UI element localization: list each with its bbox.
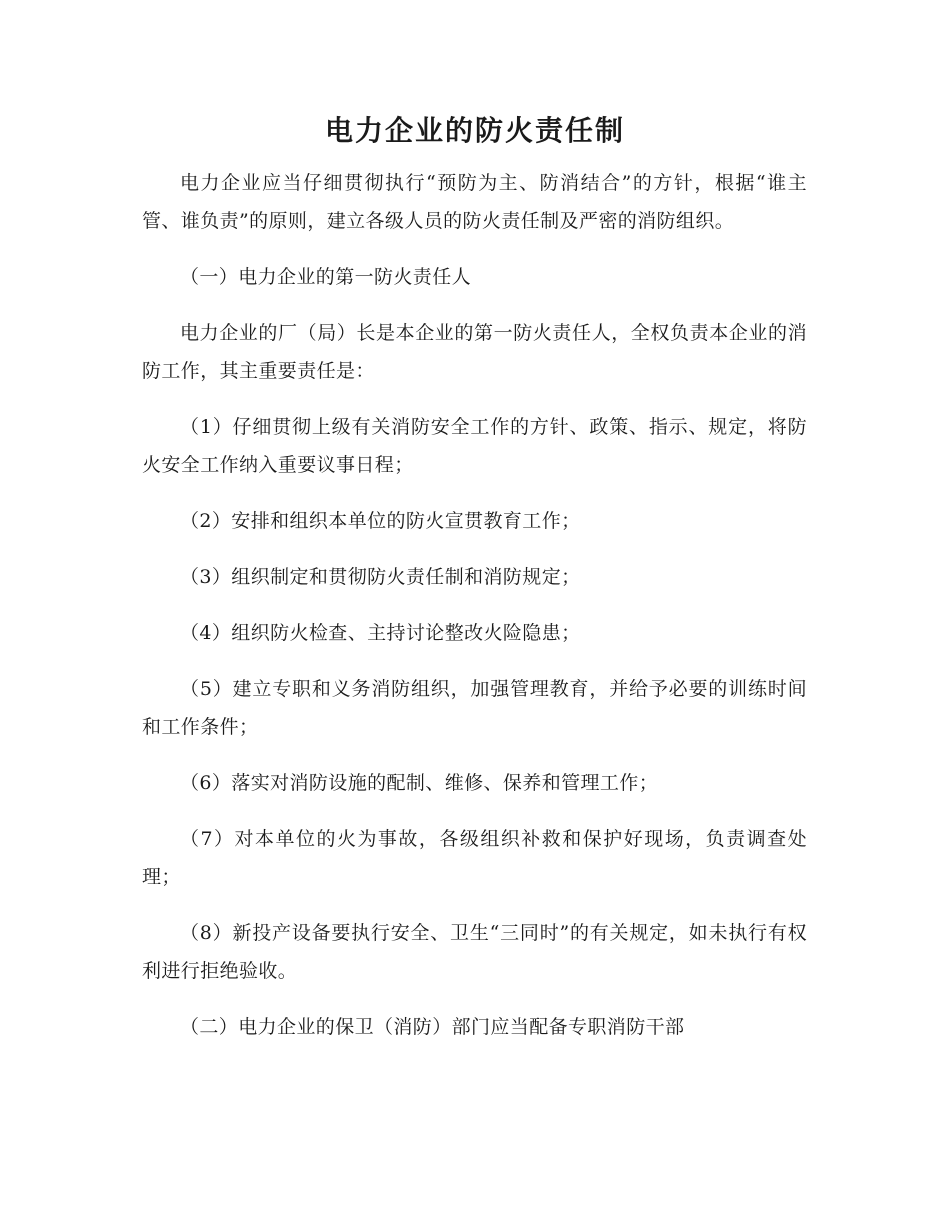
section-heading-2: （二）电力企业的保卫（消防）部门应当配备专职消防干部 (180, 1016, 685, 1038)
list-item-1: （1）仔细贯彻上级有关消防安全工作的方针、政策、指示、规定，将防火安全工作纳入重要议事日程； (142, 416, 807, 476)
section-heading-1: （一）电力企业的第一防火责任人 (180, 266, 472, 288)
paragraph-intro: 电力企业应当仔细贯彻执行“预防为主、防消结合”的方针，根据“谁主管、谁负责”的原则，建立各级人员的防火责任制及严密的消防组织。 (142, 172, 807, 232)
list-item-3: （3）组织制定和贯彻防火责任制和消防规定； (180, 566, 581, 588)
list-item-2: （2）安排和组织本单位的防火宣贯教育工作； (180, 510, 581, 532)
document-body (142, 164, 807, 1064)
list-item-8: （8）新投产设备要执行安全、卫生“三同时”的有关规定，如未执行有权利进行拒绝验收。 (142, 922, 807, 982)
list-item-5: （5）建立专职和义务消防组织，加强管理教育，并给予必要的训练时间和工作条件； (142, 678, 807, 738)
list-item-7: （7）对本单位的火为事故，各级组织补救和保护好现场，负责调查处理； (142, 828, 807, 888)
list-item-4: （4）组织防火检查、主持讨论整改火险隐患； (180, 622, 581, 644)
document-title: 电力企业的防火责任制 (324, 114, 625, 147)
list-item-6: （6）落实对消防设施的配制、维修、保养和管理工作； (180, 772, 659, 794)
paragraph-responsibility: 电力企业的厂（局）长是本企业的第一防火责任人，全权负责本企业的消防工作，其主重要责任是： (142, 322, 807, 382)
